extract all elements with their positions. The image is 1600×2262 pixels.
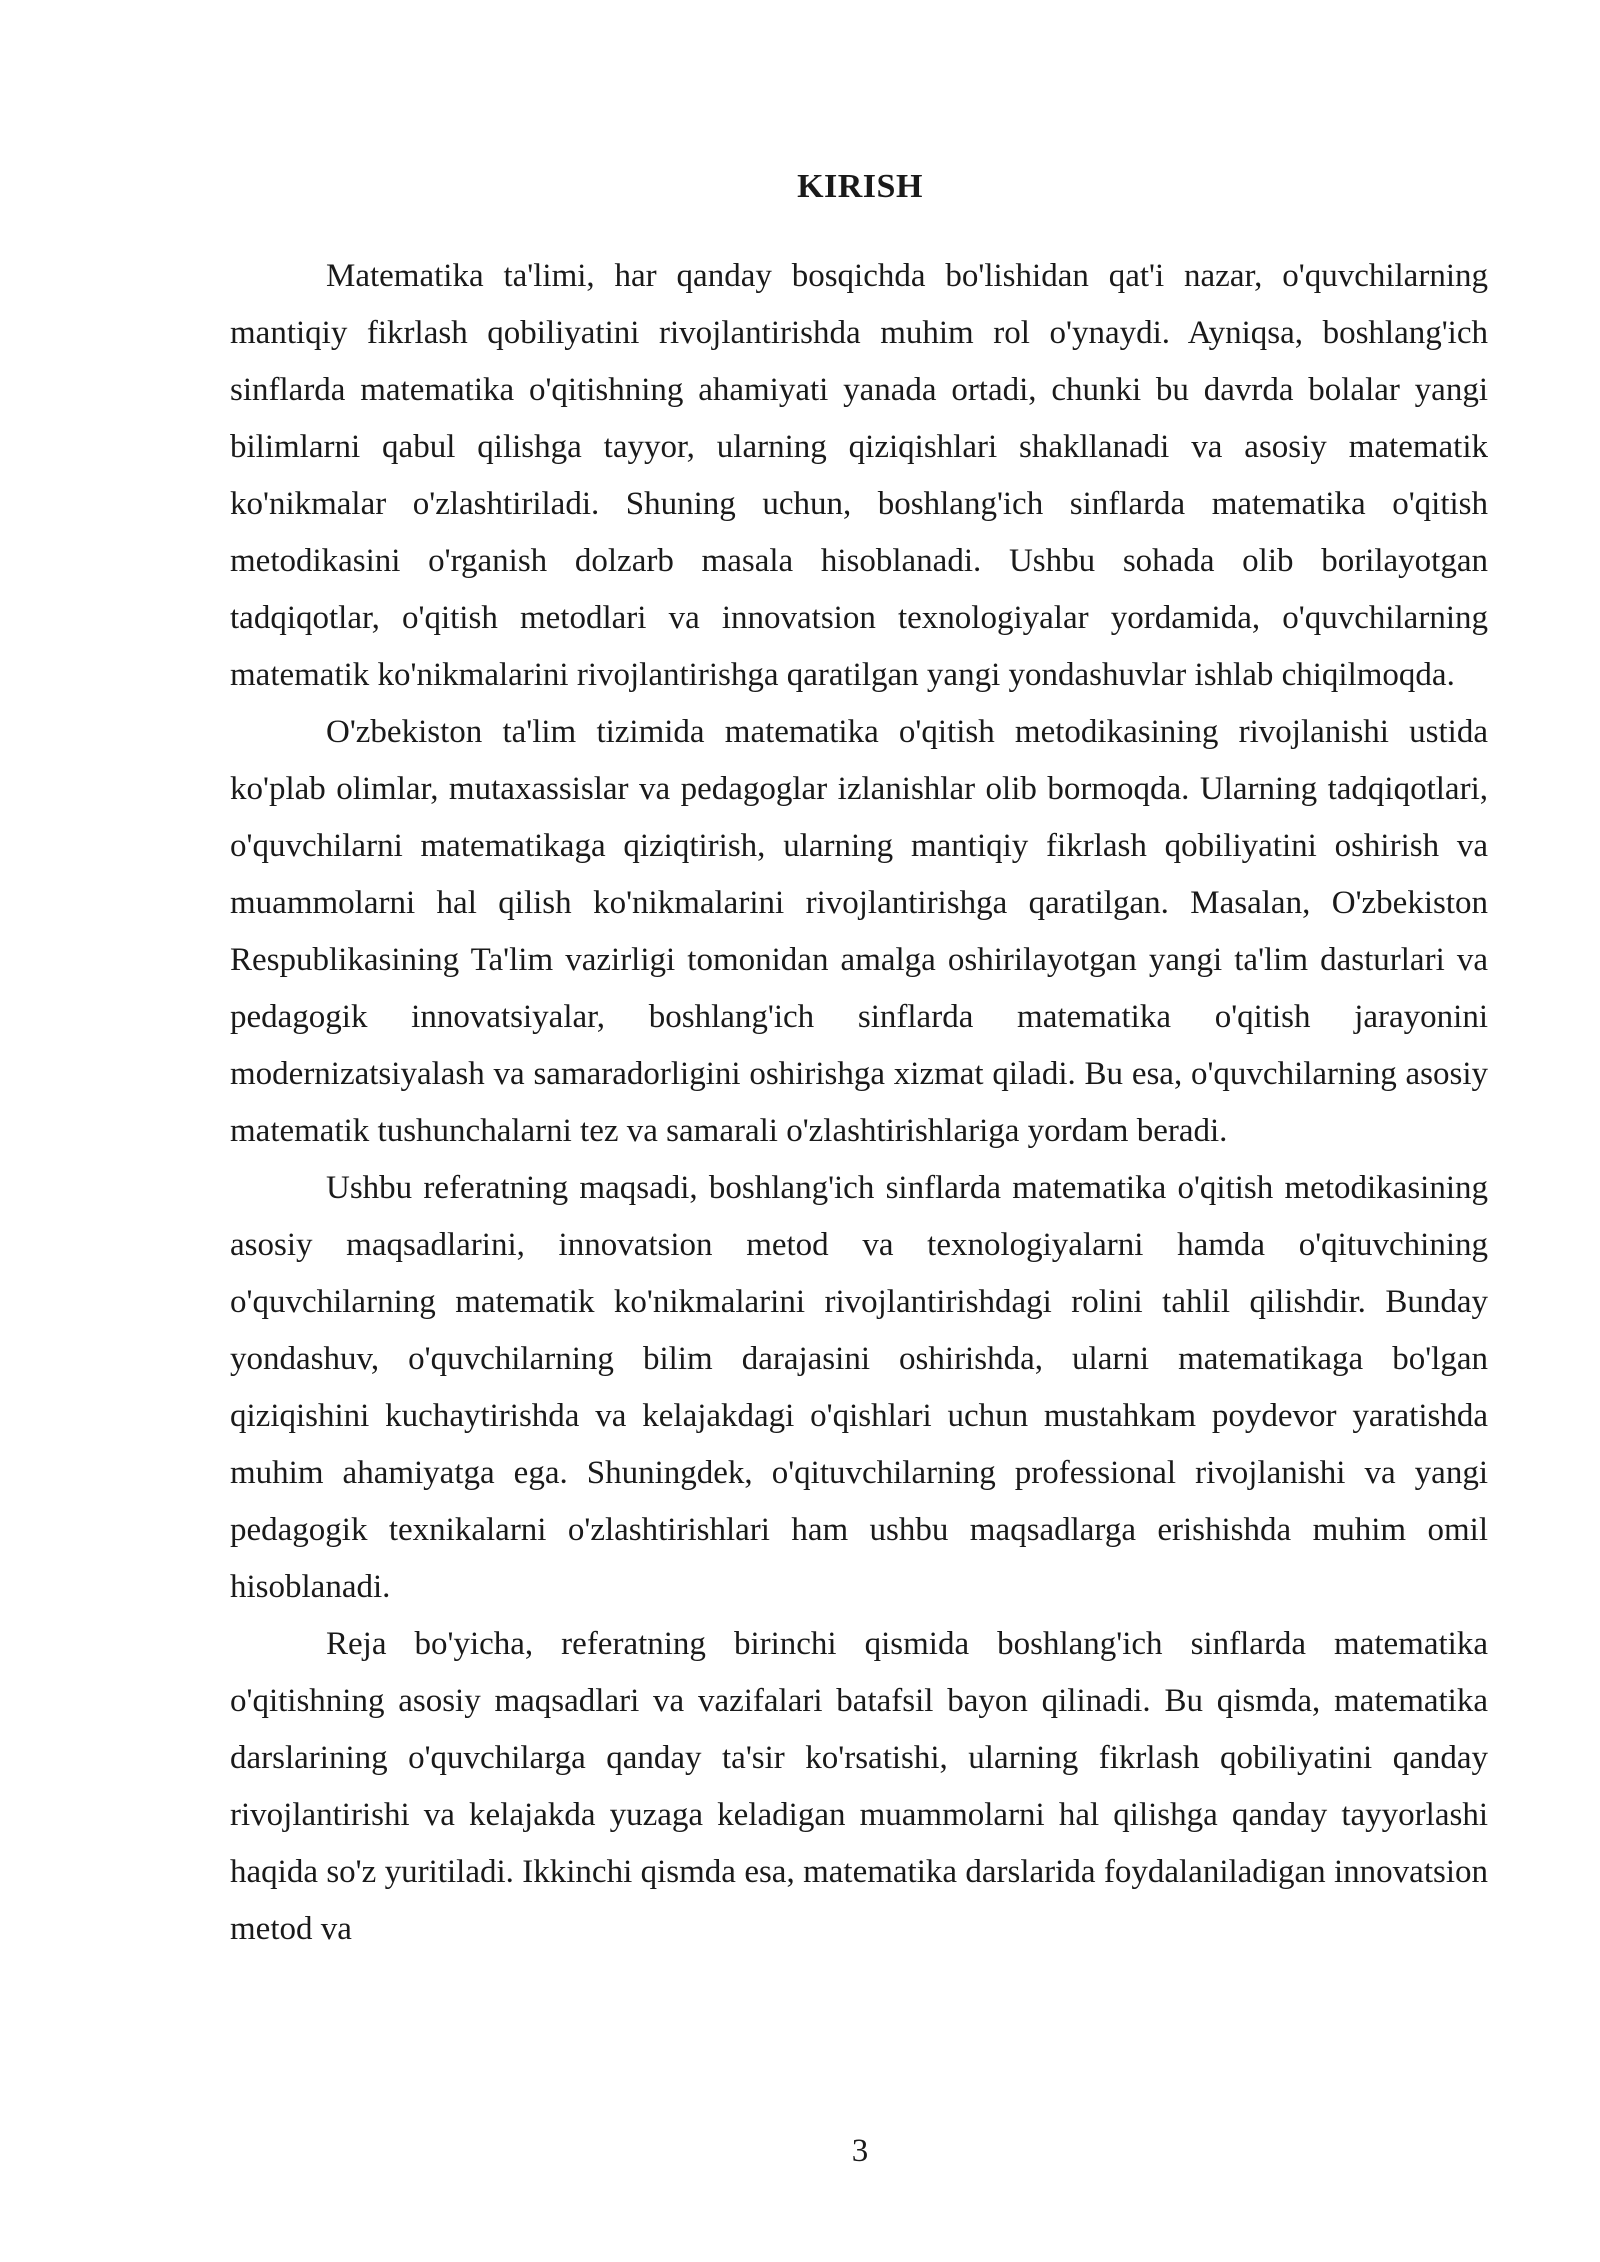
paragraph-1: Matematika ta'limi, har qanday bosqichda bo'lishidan qat'i nazar, o'quvchilarning mantiqiy fikrlash qobiliyatini rivojlantirishda muhim rol o'ynaydi. Ayniqsa, boshlang'ich sinflarda matematika o'qitishning ahamiyati yanada ortadi, chunki bu davrda bolalar yangi bilimlarni qabul qilishga tayyor, ularning qiziqishlari shakllanadi va asosiy matematik ko'nikmalar o'zlashtiriladi. Shuning uchun, boshlang'ich sinflarda matematika o'qitish metodikasini o'rganish dolzarb masala hisoblanadi. Ushbu sohada olib borilayotgan tadqiqotlar, o'qitish metodlari va innovatsion texnologiyalar yordamida, o'quvchilarning matematik ko'nikmalarini rivojlantirishga qaratilgan yangi yondashuvlar ishlab chiqilmoqda. bbox=[230, 258, 1488, 693]
paragraph-4: Reja bo'yicha, referatning birinchi qismida boshlang'ich sinflarda matematika o'qitishning asosiy maqsadlari va vazifalari batafsil bayon qilinadi. Bu qismda, matematika darslarining o'quvchilarga qanday ta'sir ko'rsatishi, ularning fikrlash qobiliyatini qanday rivojlantirishi va kelajakda yuzaga keladigan muammolarni hal qilishga qanday tayyorlashi haqida so'z yuritiladi. Ikkinchi qismda esa, matematika darslarida foydalaniladigan innovatsion metod va bbox=[230, 1626, 1488, 1947]
page-title: KIRISH bbox=[797, 168, 923, 205]
page-number: 3 bbox=[851, 2133, 869, 2169]
paragraph-3: Ushbu referatning maqsadi, boshlang'ich sinflarda matematika o'qitish metodikasining asosiy maqsadlarini, innovatsion metod va texnologiyalarni hamda o'qituvchining o'quvchilarning matematik ko'nikmalarini rivojlantirishdagi rolini tahlil qilishdir. Bunday yondashuv, o'quvchilarning bilim darajasini oshirishda, ularni matematikaga bo'lgan qiziqishini kuchaytirishda va kelajakdagi o'qishlari uchun mustahkam poydevor yaratishda muhim ahamiyatga ega. Shuningdek, o'qituvchilarning professional rivojlanishi va yangi pedagogik texnikalarni o'zlashtirishlari ham ushbu maqsadlarga erishishda muhim omil hisoblanadi. bbox=[230, 1170, 1488, 1605]
paragraph-2: O'zbekiston ta'lim tizimida matematika o'qitish metodikasining rivojlanishi ustida ko'plab olimlar, mutaxassislar va pedagoglar izlanishlar olib bormoqda. Ularning tadqiqotlari, o'quvchilarni matematikaga qiziqtirish, ularning mantiqiy fikrlash qobiliyatini oshirish va muammolarni hal qilish ko'nikmalarini rivojlantirishga qaratilgan. Masalan, O'zbekiston Respublikasining Ta'lim vazirligi tomonidan amalga oshirilayotgan yangi ta'lim dasturlari va pedagogik innovatsiyalar, boshlang'ich sinflarda matematika o'qitish jarayonini modernizatsiyalash va samaradorligini oshirishga xizmat qiladi. Bu esa, o'quvchilarning asosiy matematik tushunchalarni tez va samarali o'zlashtirishlariga yordam beradi. bbox=[230, 714, 1488, 1149]
document-body bbox=[230, 248, 1488, 1958]
